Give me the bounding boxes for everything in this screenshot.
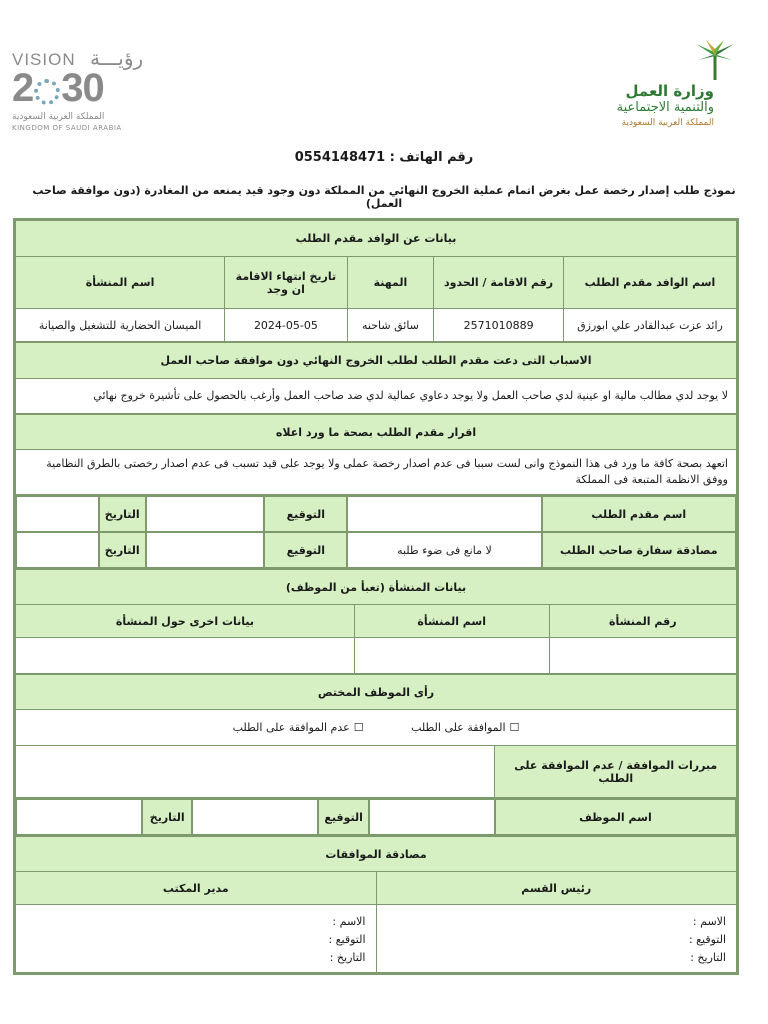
justification-label: مبررات الموافقة / عدم الموافقة على الطلب [495,746,737,798]
applicant-name-label: اسم مقدم الطلب [542,496,736,532]
reasons-text: لا يوجد لدي مطالب مالية او عينية لدي صاحب العمل ولا يوجد دعاوي عمالية لدي ضد صاحب العمل وأرغب بالحصول على تأشيرة خروج نهائي [16,379,737,414]
vision-en-text: VISION [12,50,76,69]
header-establishment-other: بيانات اخرى حول المنشأة [16,605,355,638]
applicant-date-field[interactable] [16,496,99,532]
ministry-logo [608,38,738,134]
signature-line: التوقيع : [328,933,366,946]
embassy-approval-value[interactable]: لا مانع فى ضوء طلبه [347,532,541,568]
applicant-section-title: بيانات عن الوافد مقدم الطلب [16,221,737,257]
department-head-header: رئيس القسم [376,872,737,905]
embassy-approval-label: مصادقة سفارة صاحب الطلب [542,532,736,568]
declaration-text: اتعهد بصحة كافة ما ورد فى هذا النموذج وانى لست سببا فى عدم اصدار رخصة عملى ولا يوجد على قيد تسبب فى عدم اصدار رخصتى بالطرق النظامية ووفق الانظمة المتبعة فى المملكة [16,450,737,495]
establishment-number-field[interactable] [549,638,736,674]
signature-line: التوقيع : [688,933,726,946]
officer-sign-label: التوقيع [318,799,368,835]
officer-section [15,674,737,798]
name-line: الاسم : [692,915,726,928]
officer-name-field[interactable] [369,799,495,835]
date-line: التاريخ : [690,951,726,964]
officer-title: رأى الموظف المختص [16,675,737,710]
establishment-other-field[interactable] [16,638,355,674]
department-head-signature[interactable] [376,905,737,973]
profession-value: سائق شاحنه [347,309,434,342]
ministry-name-line3: المملكة العربية السعودية [621,118,714,128]
header-establishment-number: رقم المنشأة [549,605,736,638]
establishment-name-value: الميسان الحضارية للتشغيل والصيانة [16,309,225,342]
reasons-title: الاسباب التى دعت مقدم الطلب لطلب الخروج النهائي دون موافقة صاحب العمل [16,343,737,379]
applicant-date-label: التاريخ [99,496,146,532]
checkbox-icon[interactable]: ☐ [509,721,520,734]
approve-option[interactable] [411,721,519,734]
reasons-section [15,342,737,414]
vision-ar-text: رؤيـــة [90,46,144,70]
officer-date-label: التاريخ [142,799,192,835]
declaration-signatures [15,495,737,569]
establishment-name-field[interactable] [354,638,549,674]
header-profession: المهنة [347,257,434,309]
checkbox-icon[interactable]: ☐ [353,721,364,734]
vision-2030-number: 2 30 [12,66,104,110]
applicant-name-value: رائد عزت عبدالقادر علي ابورزق [563,309,736,342]
officer-sign-field[interactable] [192,799,318,835]
iqama-number-value: 2571010889 [434,309,564,342]
header-establishment-name-2: اسم المنشأة [354,605,549,638]
embassy-sign-field[interactable] [146,532,265,568]
embassy-sign-label: التوقيع [264,532,347,568]
palm-leaf-icon [692,38,738,82]
header-iqama-number: رقم الاقامة / الحدود [434,257,564,309]
vision-sub-ar: المملكة العربية السعودية [12,112,105,122]
reject-label: عدم الموافقة على الطلب [232,721,350,734]
approvals-title: مصادقة الموافقات [16,837,737,872]
ministry-name-line1: وزارة العمل [625,82,714,100]
phone-number: رقم الهاتف : 0554148471 [294,150,474,165]
declaration-title: اقرار مقدم الطلب بصحة ما ورد اعلاه [16,415,737,450]
officer-name-label: اسم الموظف [495,799,736,835]
date-line: التاريخ : [329,951,366,964]
vision-2030-logo [12,46,144,132]
declaration-section [15,414,737,495]
embassy-date-label: التاريخ [99,532,146,568]
approve-label: الموافقة على الطلب [411,721,506,734]
establishment-title: بيانات المنشأة (تعبأ من الموظف) [16,570,737,605]
officer-date-field[interactable] [16,799,142,835]
applicant-section [15,220,737,342]
form-table [13,218,739,975]
header-iqama-expiry: تاريخ انتهاء الاقامة ان وجد [225,257,348,309]
establishment-section [15,569,737,674]
applicant-sign-field[interactable] [146,496,265,532]
vision-sub-en: KINGDOM OF SAUDI ARABIA [12,124,122,132]
header-applicant-name: اسم الوافد مقدم الطلب [563,257,736,309]
officer-decision-options [16,710,737,746]
embassy-date-field[interactable] [16,532,99,568]
iqama-expiry-value: 2024-05-05 [225,309,348,342]
applicant-sign-label: التوقيع [264,496,347,532]
office-manager-header: مدير المكتب [16,872,377,905]
approvals-section [15,836,737,973]
reject-option[interactable] [233,721,364,734]
justification-field[interactable] [16,746,495,798]
applicant-name-field[interactable] [347,496,541,532]
office-manager-signature[interactable] [16,905,377,973]
ministry-name-line2: والتنمية الاجتماعية [616,100,714,115]
name-line: الاسم : [332,915,366,928]
palm-emblem-icon [34,79,60,105]
form-title: نموذج طلب إصدار رخصة عمل بغرض اتمام عملية الخروج النهائي من المملكة دون وجود قيد يمنعه من المغادرة (دون موافقة صاحب العمل) [32,184,736,210]
header-establishment-name: اسم المنشأة [16,257,225,309]
officer-signatures [15,798,737,836]
